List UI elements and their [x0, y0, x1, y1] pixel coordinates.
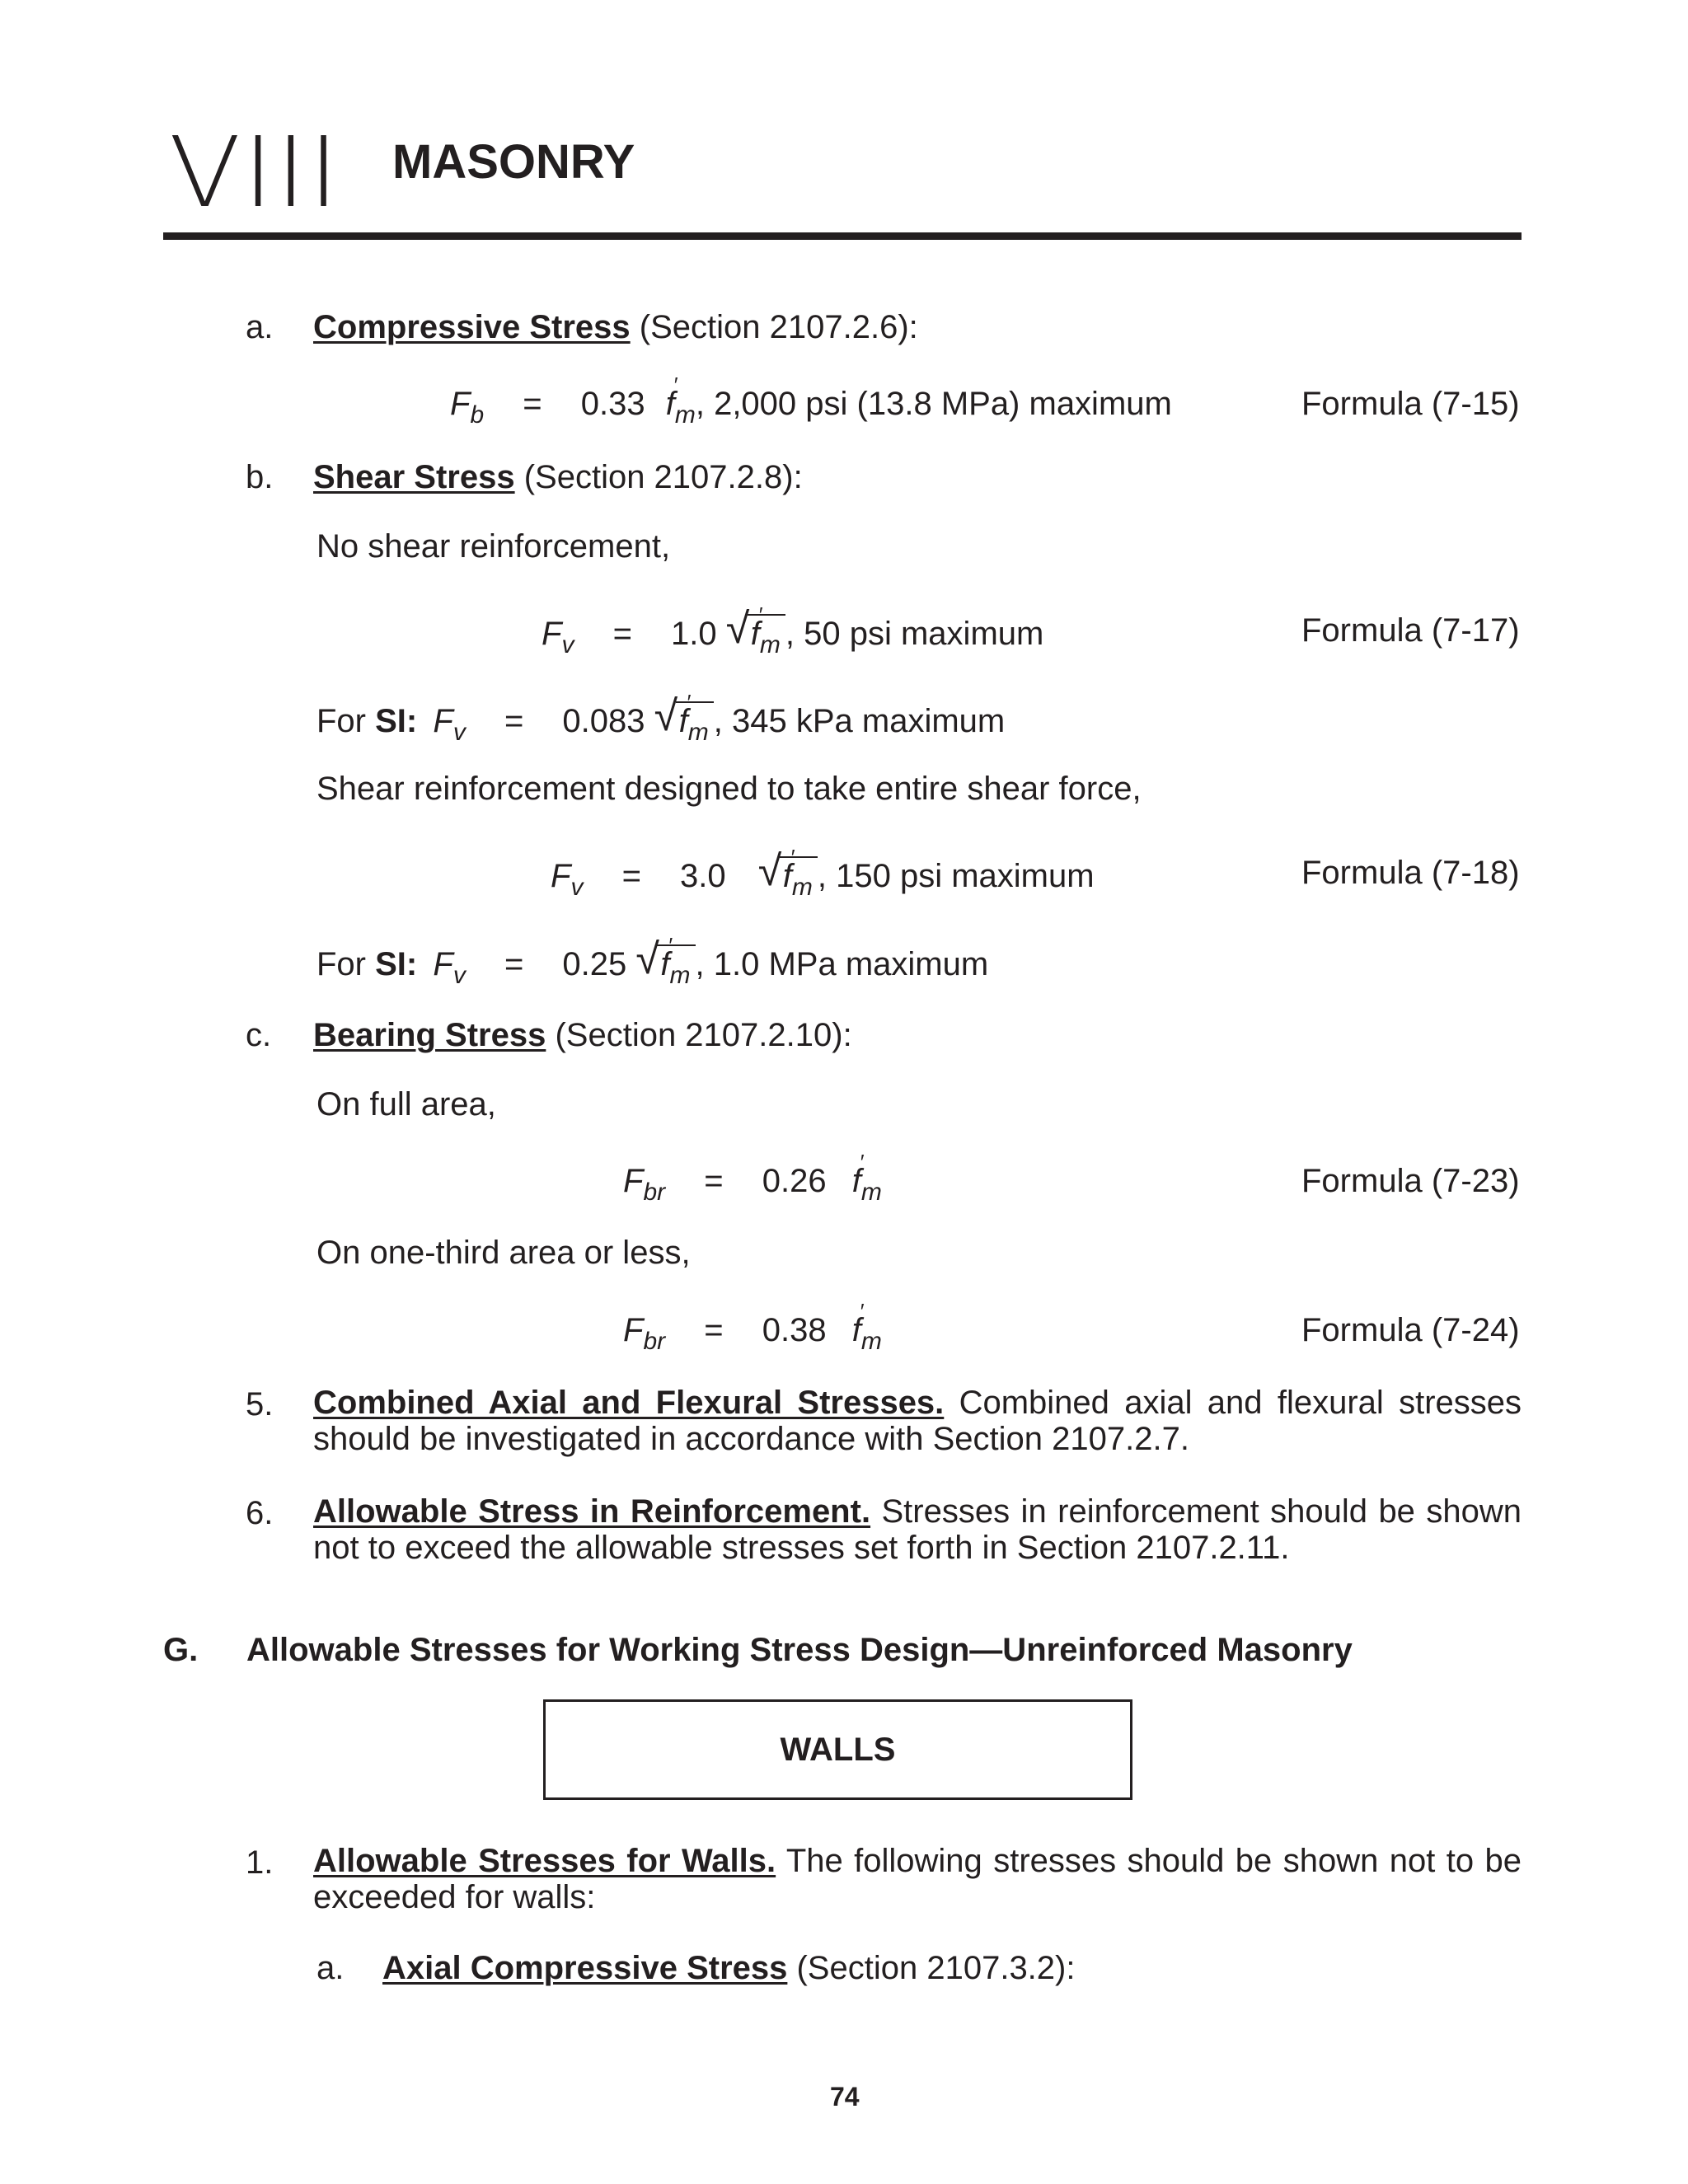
section-g-marker: G.	[163, 1632, 199, 1668]
shear-stress-section: (Section 2107.2.8):	[514, 459, 803, 495]
axial-compressive-heading: Axial Compressive Stress	[382, 1950, 788, 1986]
si-formula-1: For SI: $F_v = 0.083$ √ f $'_m$ , 345 kPa maximum	[316, 701, 1005, 738]
item-b-line	[313, 461, 803, 494]
item-b-marker: b.	[246, 459, 274, 495]
item-c-marker: c.	[246, 1017, 272, 1053]
formula-7-23: $F_{br} = 0.26$ f $'_m$	[623, 1165, 882, 1197]
formula-7-17-label: Formula (7-17)	[1301, 612, 1520, 649]
item-5-marker: 5.	[246, 1386, 274, 1422]
walls-stresses-text: The following stresses should be shown not to be exceeded for walls:	[313, 1843, 1522, 1915]
item-a-line	[313, 311, 918, 344]
full-area-text: On full area,	[316, 1086, 496, 1122]
formula-7-17: $F_v = 1.0$ √ f $'_m$ , 50 psi maximum	[542, 614, 1043, 650]
formula-7-15: $F_b = 0.33$ f $'_m$, 2,000 psi (13.8 MPa) maximum	[450, 387, 1172, 420]
page-number: 74	[830, 2082, 860, 2111]
formula-7-15-label: Formula (7-15)	[1301, 386, 1520, 422]
combined-stresses-text: Combined axial and flexural stresses should be investigated in accordance with Section 2107.2.7.	[313, 1385, 1522, 1457]
walls-box-label: WALLS	[543, 1699, 1132, 1800]
formula-7-24: $F_{br} = 0.38$ f $'_m$	[623, 1314, 882, 1347]
shear-full-text: Shear reinforcement designed to take entire shear force,	[316, 771, 1142, 807]
axial-compressive-section: (Section 2107.3.2):	[787, 1950, 1076, 1986]
walls-stresses-heading: Allowable Stresses for Walls.	[313, 1843, 776, 1879]
reinforcement-stress-heading: Allowable Stress in Reinforcement.	[313, 1493, 871, 1530]
no-shear-text: No shear reinforcement,	[316, 528, 671, 565]
bearing-stress-section: (Section 2107.2.10):	[546, 1017, 852, 1053]
walls-item-1-paragraph	[313, 1843, 1522, 1915]
header-rule	[163, 232, 1522, 240]
item-5-paragraph	[313, 1385, 1522, 1457]
third-area-text: On one-third area or less,	[316, 1235, 691, 1271]
chapter-title: MASONRY	[392, 135, 635, 189]
formula-7-18-label: Formula (7-18)	[1301, 855, 1520, 891]
item-a-marker: a.	[246, 309, 274, 345]
formula-7-24-label: Formula (7-24)	[1301, 1312, 1520, 1348]
walls-item-a-marker: a.	[316, 1950, 345, 1986]
si-formula-2: For SI: $F_v = 0.25$ √ f $'_m$ , 1.0 MPa maximum	[316, 944, 988, 981]
reinforcement-stress-text: Stresses in reinforcement should be shown not to exceed the allowable stresses set forth in Section 2107.2.11.	[313, 1493, 1522, 1566]
walls-item-1-marker: 1.	[246, 1844, 274, 1881]
walls-item-a-line	[382, 1952, 1075, 1985]
section-g-title: Allowable Stresses for Working Stress Design—Unreinforced Masonry	[246, 1632, 1353, 1668]
bearing-stress-heading: Bearing Stress	[313, 1017, 546, 1053]
compressive-stress-heading: Compressive Stress	[313, 309, 631, 345]
combined-stresses-heading: Combined Axial and Flexural Stresses.	[313, 1385, 945, 1421]
shear-stress-heading: Shear Stress	[313, 459, 515, 495]
chapter-number: VIII	[169, 115, 341, 229]
formula-7-18: $F_v = 3.0$ √ f $'_m$ , 150 psi maximum	[551, 856, 1095, 893]
item-6-paragraph	[313, 1493, 1522, 1566]
formula-7-23-label: Formula (7-23)	[1301, 1163, 1520, 1199]
item-c-line	[313, 1019, 852, 1052]
item-6-marker: 6.	[246, 1495, 274, 1531]
compressive-stress-section: (Section 2107.2.6):	[630, 309, 918, 345]
